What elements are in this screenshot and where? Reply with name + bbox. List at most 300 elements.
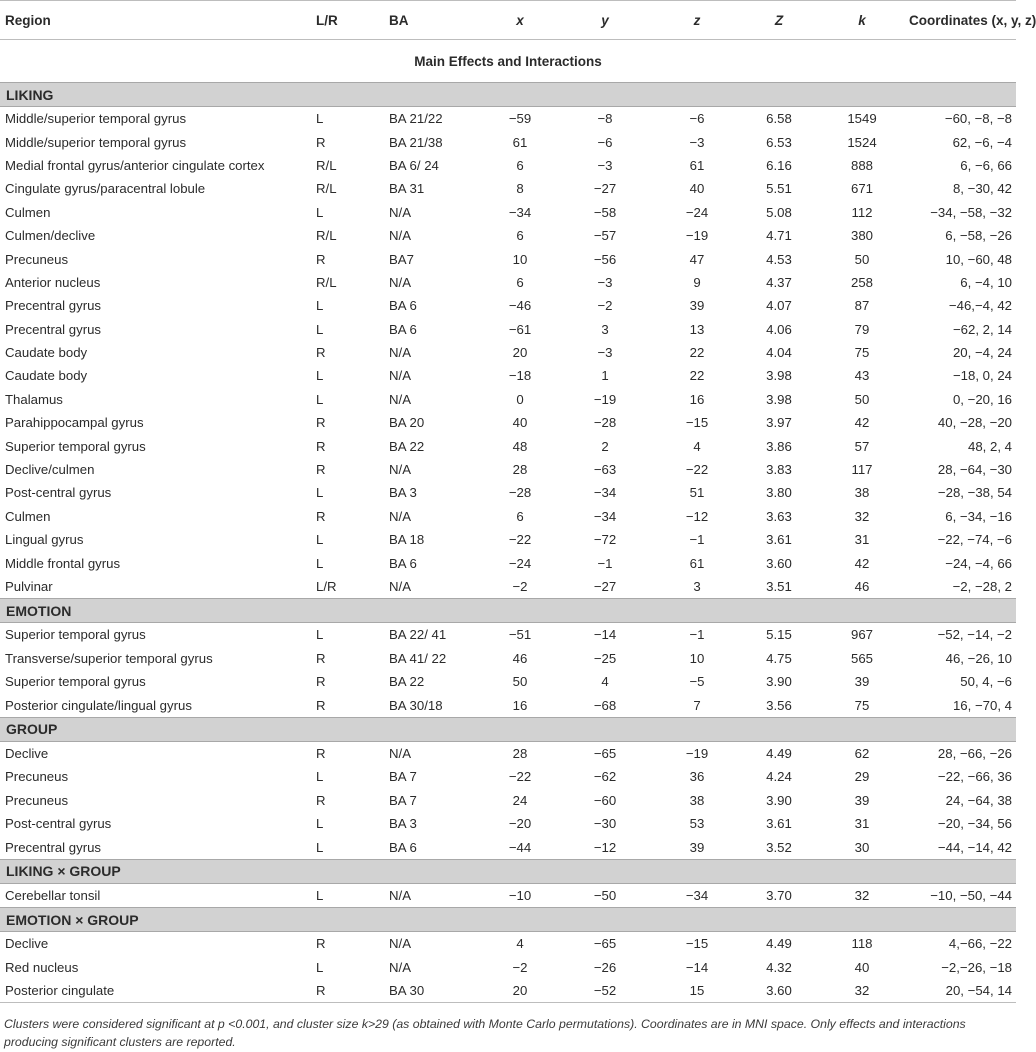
table-row bbox=[0, 932, 1016, 956]
cell-y: −2 bbox=[597, 298, 613, 314]
cell-z-score: 3.90 bbox=[766, 792, 792, 808]
table-row bbox=[0, 481, 1016, 504]
cell-ba: N/A bbox=[389, 368, 411, 384]
cell-region: Posterior cingulate bbox=[0, 979, 316, 1003]
header-lr: L/R bbox=[316, 1, 389, 40]
table-row bbox=[0, 154, 1016, 177]
section-title: EMOTION bbox=[0, 599, 1016, 623]
table-row bbox=[0, 528, 1016, 551]
cell-lr: L bbox=[316, 111, 324, 127]
cell-z: 38 bbox=[689, 792, 705, 808]
cell-z-score: 3.61 bbox=[766, 816, 792, 832]
cell-lr: L bbox=[316, 321, 324, 337]
table-row bbox=[0, 789, 1016, 812]
cell-y: −30 bbox=[593, 816, 617, 832]
cell-z: 16 bbox=[689, 391, 705, 407]
cell-z: 15 bbox=[651, 979, 743, 1003]
table-body bbox=[0, 40, 1016, 1003]
cell-lr: L bbox=[316, 368, 324, 384]
cell-z-score: 6.53 bbox=[766, 134, 792, 150]
cell-coordinates: 0, −20, 16 bbox=[952, 391, 1012, 407]
cell-ba: N/A bbox=[389, 228, 411, 244]
cell-lr: R bbox=[316, 415, 326, 431]
cell-k: 258 bbox=[850, 274, 873, 290]
cell-lr: R bbox=[316, 462, 326, 478]
cell-lr: R bbox=[316, 936, 326, 952]
section-header-row bbox=[0, 717, 1016, 741]
cell-k: 87 bbox=[854, 298, 870, 314]
table-row bbox=[0, 130, 1016, 153]
cell-z-score: 6.58 bbox=[766, 111, 792, 127]
cell-k: 38 bbox=[854, 485, 870, 501]
cell-lr: R bbox=[316, 251, 326, 267]
header-region: Region bbox=[0, 1, 316, 40]
cell-x: 61 bbox=[512, 134, 528, 150]
cell-coordinates: −10, −50, −44 bbox=[930, 887, 1012, 903]
cell-z: 4 bbox=[693, 438, 701, 454]
cell-z: −19 bbox=[685, 745, 709, 761]
cell-k: 31 bbox=[854, 816, 870, 832]
cell-x: −18 bbox=[508, 368, 532, 384]
cell-z-score: 4.04 bbox=[766, 345, 792, 361]
cell-y: −57 bbox=[593, 228, 617, 244]
cell-coordinates: 6, −4, 10 bbox=[960, 274, 1012, 290]
cell-ba: BA 3 bbox=[389, 485, 417, 501]
table-row bbox=[0, 364, 1016, 387]
cell-z-score: 3.86 bbox=[766, 438, 792, 454]
cell-y: −52 bbox=[559, 979, 651, 1003]
cell-y: 4 bbox=[601, 674, 609, 690]
cell-x: 10 bbox=[512, 251, 528, 267]
cell-coordinates: 6, −34, −16 bbox=[945, 508, 1012, 524]
cell-coordinates: −2,−26, −18 bbox=[941, 959, 1012, 975]
cell-z-score: 3.80 bbox=[766, 485, 792, 501]
cell-coordinates: 20, −4, 24 bbox=[952, 345, 1012, 361]
cell-region: Posterior cingulate/lingual gyrus bbox=[5, 697, 192, 713]
cell-coordinates: 24, −64, 38 bbox=[945, 792, 1012, 808]
cell-ba: BA 21/38 bbox=[389, 134, 443, 150]
table-row bbox=[0, 979, 1016, 1003]
table-row bbox=[0, 765, 1016, 788]
cell-y: −68 bbox=[593, 697, 617, 713]
cell-ba: BA 22/ 41 bbox=[389, 627, 447, 643]
cell-coordinates: −22, −66, 36 bbox=[937, 769, 1012, 785]
cell-k: 1549 bbox=[847, 111, 877, 127]
cell-coordinates: −60, −8, −8 bbox=[944, 111, 1012, 127]
cell-ba: BA 6 bbox=[389, 839, 417, 855]
cell-y: −3 bbox=[597, 157, 613, 173]
cell-coordinates: −22, −74, −6 bbox=[937, 532, 1012, 548]
cell-ba: BA 6 bbox=[389, 298, 417, 314]
table-row bbox=[0, 341, 1016, 364]
table-row bbox=[0, 575, 1016, 599]
cell-k: 29 bbox=[854, 769, 870, 785]
cell-k: 380 bbox=[850, 228, 873, 244]
cell-y: −25 bbox=[593, 650, 617, 666]
cell-coordinates: 20, −54, 14 bbox=[909, 979, 1016, 1003]
cell-x: −22 bbox=[508, 532, 532, 548]
cell-y: −65 bbox=[593, 745, 617, 761]
cell-y: −34 bbox=[593, 485, 617, 501]
cell-y: −56 bbox=[593, 251, 617, 267]
cell-z-score: 3.98 bbox=[766, 391, 792, 407]
cell-region: Precentral gyrus bbox=[5, 839, 102, 855]
cell-lr: R/L bbox=[316, 181, 337, 197]
cell-coordinates: 6, −58, −26 bbox=[945, 228, 1012, 244]
cell-region: Middle frontal gyrus bbox=[5, 555, 121, 571]
table-row bbox=[0, 623, 1016, 647]
cell-lr: R bbox=[316, 674, 326, 690]
cell-ba: N/A bbox=[389, 462, 411, 478]
cell-lr: R bbox=[316, 650, 326, 666]
cell-y: −1 bbox=[597, 555, 613, 571]
cell-lr: R bbox=[316, 508, 326, 524]
table-row bbox=[0, 812, 1016, 835]
cell-coordinates: 48, 2, 4 bbox=[968, 438, 1012, 454]
cell-x: −28 bbox=[508, 485, 532, 501]
cell-k: 75 bbox=[854, 345, 870, 361]
cell-ba: N/A bbox=[389, 204, 411, 220]
cell-ba: BA 6 bbox=[389, 321, 417, 337]
cell-lr: L bbox=[316, 816, 324, 832]
cell-region: Culmen bbox=[5, 508, 51, 524]
cell-lr: R/L bbox=[316, 274, 337, 290]
cell-region: Parahippocampal gyrus bbox=[5, 415, 144, 431]
cell-x: 24 bbox=[512, 792, 528, 808]
cell-z: −6 bbox=[689, 111, 705, 127]
cell-y: −6 bbox=[597, 134, 613, 150]
cell-x: −61 bbox=[508, 321, 532, 337]
cell-z: −22 bbox=[685, 462, 709, 478]
cell-region: Thalamus bbox=[5, 391, 63, 407]
cell-x: −2 bbox=[512, 959, 528, 975]
cell-z: 10 bbox=[689, 650, 705, 666]
cell-x: −46 bbox=[508, 298, 532, 314]
cell-coordinates: −2, −28, 2 bbox=[952, 579, 1012, 594]
cell-ba: N/A bbox=[389, 959, 411, 975]
cell-lr: R/L bbox=[316, 157, 337, 173]
cell-k: 39 bbox=[854, 674, 870, 690]
cell-lr: L/R bbox=[316, 579, 337, 594]
cell-region: Post-central gyrus bbox=[5, 816, 112, 832]
cell-coordinates: 28, −66, −26 bbox=[937, 745, 1012, 761]
cell-coordinates: −52, −14, −2 bbox=[937, 627, 1012, 643]
cell-z-score: 3.60 bbox=[743, 979, 815, 1003]
table-row bbox=[0, 318, 1016, 341]
cell-z-score: 4.75 bbox=[766, 650, 792, 666]
cell-x: 40 bbox=[512, 415, 528, 431]
cell-coordinates: 4,−66, −22 bbox=[948, 936, 1012, 952]
cell-z: −19 bbox=[685, 228, 709, 244]
cell-y: −12 bbox=[593, 839, 617, 855]
section-title: EMOTION × GROUP bbox=[0, 908, 1016, 932]
cell-x: 20 bbox=[481, 979, 559, 1003]
cell-x: 20 bbox=[512, 345, 528, 361]
cell-x: 50 bbox=[512, 674, 528, 690]
cell-z: 47 bbox=[689, 251, 705, 267]
cell-z-score: 3.83 bbox=[766, 462, 792, 478]
cell-lr: L bbox=[316, 959, 324, 975]
cell-y: −3 bbox=[597, 345, 613, 361]
header-z: z bbox=[651, 1, 743, 40]
cell-z: 61 bbox=[689, 555, 705, 571]
cell-region: Cerebellar tonsil bbox=[5, 887, 101, 903]
cell-lr: R bbox=[316, 979, 389, 1003]
cell-region: Medial frontal gyrus/anterior cingulate cortex bbox=[5, 157, 265, 173]
cell-z: 22 bbox=[689, 345, 705, 361]
cell-ba: BA 20 bbox=[389, 415, 425, 431]
cell-y: −3 bbox=[597, 274, 613, 290]
section-header-row bbox=[0, 908, 1016, 932]
cell-y: −50 bbox=[593, 887, 617, 903]
cell-region: Transverse/superior temporal gyrus bbox=[5, 650, 213, 666]
cell-lr: L bbox=[316, 887, 324, 903]
cell-k: 565 bbox=[850, 650, 873, 666]
cell-z-score: 3.52 bbox=[766, 839, 792, 855]
cell-lr: L bbox=[316, 485, 324, 501]
cell-ba: BA 22 bbox=[389, 674, 425, 690]
cell-k: 75 bbox=[854, 697, 870, 713]
cell-z-score: 4.71 bbox=[766, 228, 792, 244]
cell-region: Precuneus bbox=[5, 251, 69, 267]
cell-region: Culmen bbox=[5, 204, 51, 220]
cell-coordinates: −18, 0, 24 bbox=[952, 368, 1012, 384]
cell-k: 39 bbox=[854, 792, 870, 808]
cell-ba: N/A bbox=[389, 345, 411, 361]
cell-z-score: 4.53 bbox=[766, 251, 792, 267]
table-header bbox=[0, 1, 1036, 40]
cell-z: 9 bbox=[693, 274, 701, 290]
cell-ba: BA 41/ 22 bbox=[389, 650, 447, 666]
cell-coordinates: 8, −30, 42 bbox=[952, 181, 1012, 197]
table-subtitle-row bbox=[0, 40, 1016, 83]
cell-y: −26 bbox=[593, 959, 617, 975]
cell-x: −59 bbox=[508, 111, 532, 127]
cell-coordinates: −28, −38, 54 bbox=[937, 485, 1012, 501]
table-row bbox=[0, 505, 1016, 528]
table-row bbox=[0, 411, 1016, 434]
cell-ba: N/A bbox=[389, 274, 411, 290]
cell-z-score: 3.70 bbox=[766, 887, 792, 903]
cell-coordinates: 46, −26, 10 bbox=[945, 650, 1012, 666]
cell-region: Declive bbox=[5, 745, 49, 761]
cell-lr: L bbox=[316, 532, 324, 548]
cell-z-score: 6.16 bbox=[766, 157, 792, 173]
cell-lr: L bbox=[316, 769, 324, 785]
table-row bbox=[0, 271, 1016, 294]
cell-x: −20 bbox=[508, 816, 532, 832]
table-row bbox=[0, 224, 1016, 247]
cell-coordinates: 62, −6, −4 bbox=[952, 134, 1012, 150]
cell-x: 0 bbox=[516, 391, 524, 407]
cell-ba: BA 7 bbox=[389, 792, 417, 808]
cell-z-score: 3.61 bbox=[766, 532, 792, 548]
cell-coordinates: −34, −58, −32 bbox=[930, 204, 1012, 220]
cell-y: −27 bbox=[593, 181, 617, 197]
cell-k: 46 bbox=[854, 579, 870, 594]
cell-x: 16 bbox=[512, 697, 528, 713]
table-row bbox=[0, 247, 1016, 270]
cell-k: 50 bbox=[854, 391, 870, 407]
cell-z-score: 4.24 bbox=[766, 769, 792, 785]
cell-k: 43 bbox=[854, 368, 870, 384]
table-row bbox=[0, 693, 1016, 717]
cell-k: 671 bbox=[850, 181, 873, 197]
table-row bbox=[0, 177, 1016, 200]
cell-coordinates: 16, −70, 4 bbox=[952, 697, 1012, 713]
cell-ba: BA 18 bbox=[389, 532, 425, 548]
cell-region: Superior temporal gyrus bbox=[5, 438, 146, 454]
cell-coordinates: 40, −28, −20 bbox=[937, 415, 1012, 431]
table-subtitle: Main Effects and Interactions bbox=[414, 53, 602, 69]
cell-lr: L bbox=[316, 298, 324, 314]
cell-z: −15 bbox=[685, 936, 709, 952]
cell-k: 112 bbox=[851, 204, 873, 220]
table-row bbox=[0, 388, 1016, 411]
cell-lr: L bbox=[316, 204, 324, 220]
cell-region: Superior temporal gyrus bbox=[5, 627, 146, 643]
cell-y: 2 bbox=[601, 438, 609, 454]
cell-k: 57 bbox=[854, 438, 870, 454]
cell-k: 62 bbox=[854, 745, 870, 761]
cell-x: −44 bbox=[508, 839, 532, 855]
cell-z-score: 4.49 bbox=[766, 936, 792, 952]
cell-x: 6 bbox=[516, 157, 524, 173]
cell-ba: N/A bbox=[389, 391, 411, 407]
cell-region: Declive bbox=[5, 936, 49, 952]
cell-z: 36 bbox=[689, 769, 705, 785]
cell-y: −28 bbox=[593, 415, 617, 431]
table-row bbox=[0, 741, 1016, 765]
cell-x: 46 bbox=[512, 650, 528, 666]
cell-z-score: 3.97 bbox=[766, 415, 792, 431]
cell-lr: R bbox=[316, 745, 326, 761]
cell-region: Superior temporal gyrus bbox=[5, 674, 146, 690]
header-coordinates: Coordinates (x, y, z) bbox=[909, 1, 1016, 40]
cell-k: 31 bbox=[854, 532, 870, 548]
section-title: LIKING × GROUP bbox=[0, 859, 1016, 883]
cell-x: 28 bbox=[512, 745, 528, 761]
cell-k: 117 bbox=[851, 462, 873, 478]
cell-z: 39 bbox=[689, 298, 705, 314]
cell-coordinates: 50, 4, −6 bbox=[960, 674, 1012, 690]
header-ba: BA bbox=[389, 1, 481, 40]
cell-ba: N/A bbox=[389, 936, 411, 952]
cell-z-score: 4.49 bbox=[766, 745, 792, 761]
cell-region: Precentral gyrus bbox=[5, 298, 102, 314]
cell-k: 888 bbox=[850, 157, 873, 173]
cell-coordinates: −44, −14, 42 bbox=[937, 839, 1012, 855]
cell-z: −1 bbox=[689, 532, 705, 548]
cell-z-score: 3.51 bbox=[766, 579, 792, 594]
cell-x: −24 bbox=[508, 555, 532, 571]
cell-coordinates: 10, −60, 48 bbox=[945, 251, 1012, 267]
cell-z-score: 4.07 bbox=[766, 298, 792, 314]
cell-region: Precuneus bbox=[5, 792, 69, 808]
cell-x: −2 bbox=[512, 579, 528, 594]
cell-lr: R bbox=[316, 697, 326, 713]
table-row bbox=[0, 551, 1016, 574]
cell-lr: R/L bbox=[316, 228, 337, 244]
cell-region: Caudate body bbox=[5, 368, 88, 384]
cell-k: 32 bbox=[815, 979, 909, 1003]
cell-y: 1 bbox=[601, 368, 609, 384]
cell-k: 32 bbox=[854, 887, 870, 903]
cell-y: −60 bbox=[593, 792, 617, 808]
table-row bbox=[0, 458, 1016, 481]
cell-region: Lingual gyrus bbox=[5, 532, 84, 548]
cell-x: 8 bbox=[516, 181, 524, 197]
table-row bbox=[0, 883, 1016, 907]
cell-coordinates: −24, −4, 66 bbox=[945, 555, 1012, 571]
cell-y: −34 bbox=[593, 508, 617, 524]
cell-z: 53 bbox=[689, 816, 705, 832]
cell-x: −22 bbox=[508, 769, 532, 785]
section-title: GROUP bbox=[0, 717, 1016, 741]
cell-z: 51 bbox=[689, 485, 705, 501]
header-x: x bbox=[481, 1, 559, 40]
cell-lr: L bbox=[316, 555, 324, 571]
table-row bbox=[0, 647, 1016, 670]
table-row bbox=[0, 107, 1016, 131]
cell-z: −1 bbox=[689, 627, 705, 643]
cell-region: Precuneus bbox=[5, 769, 69, 785]
cell-y: −63 bbox=[593, 462, 617, 478]
cell-k: 42 bbox=[854, 415, 870, 431]
cell-k: 967 bbox=[850, 627, 873, 643]
table-row bbox=[0, 434, 1016, 457]
cell-x: −34 bbox=[508, 204, 532, 220]
cell-z: 13 bbox=[689, 321, 705, 337]
cell-ba: BA 3 bbox=[389, 816, 417, 832]
cell-region: Cingulate gyrus/paracentral lobule bbox=[5, 181, 206, 197]
cell-x: −51 bbox=[508, 627, 532, 643]
cell-k: 1524 bbox=[847, 134, 877, 150]
cell-y: −27 bbox=[593, 579, 617, 594]
cell-z: −34 bbox=[685, 887, 709, 903]
cell-lr: L bbox=[316, 627, 324, 643]
cell-z-score: 4.32 bbox=[766, 959, 792, 975]
cell-y: −14 bbox=[593, 627, 617, 643]
cell-ba: BA 22 bbox=[389, 438, 425, 454]
cell-ba: N/A bbox=[389, 745, 411, 761]
cell-z-score: 5.51 bbox=[766, 181, 792, 197]
cell-y: −72 bbox=[593, 532, 617, 548]
cell-lr: L bbox=[316, 391, 324, 407]
cell-ba: BA 6 bbox=[389, 555, 417, 571]
header-k: k bbox=[815, 1, 909, 40]
table-row bbox=[0, 670, 1016, 693]
cell-z: −15 bbox=[685, 415, 709, 431]
cell-z-score: 5.15 bbox=[766, 627, 792, 643]
cell-coordinates: 6, −6, 66 bbox=[960, 157, 1012, 173]
cell-k: 32 bbox=[854, 508, 870, 524]
cell-z-score: 4.06 bbox=[766, 321, 792, 337]
cell-ba: BA 31 bbox=[389, 181, 425, 197]
table-row bbox=[0, 201, 1016, 224]
cell-z: −24 bbox=[685, 204, 709, 220]
cell-z-score: 3.56 bbox=[766, 697, 792, 713]
table-footnote: Clusters were considered significant at p <0.001, and cluster size k>29 (as obtained with Monte Carlo permutations). Coordinates are in MNI space. Only effects and interactions producing significant clusters are reported. bbox=[4, 1017, 966, 1049]
header-row bbox=[0, 1, 1016, 40]
cell-x: 28 bbox=[512, 462, 528, 478]
cell-region: Caudate body bbox=[5, 345, 88, 361]
cell-z-score: 3.90 bbox=[766, 674, 792, 690]
cell-ba: BA 21/22 bbox=[389, 111, 443, 127]
cell-y: 3 bbox=[601, 321, 609, 337]
cell-y: −8 bbox=[597, 111, 613, 127]
cell-z-score: 3.60 bbox=[766, 555, 792, 571]
